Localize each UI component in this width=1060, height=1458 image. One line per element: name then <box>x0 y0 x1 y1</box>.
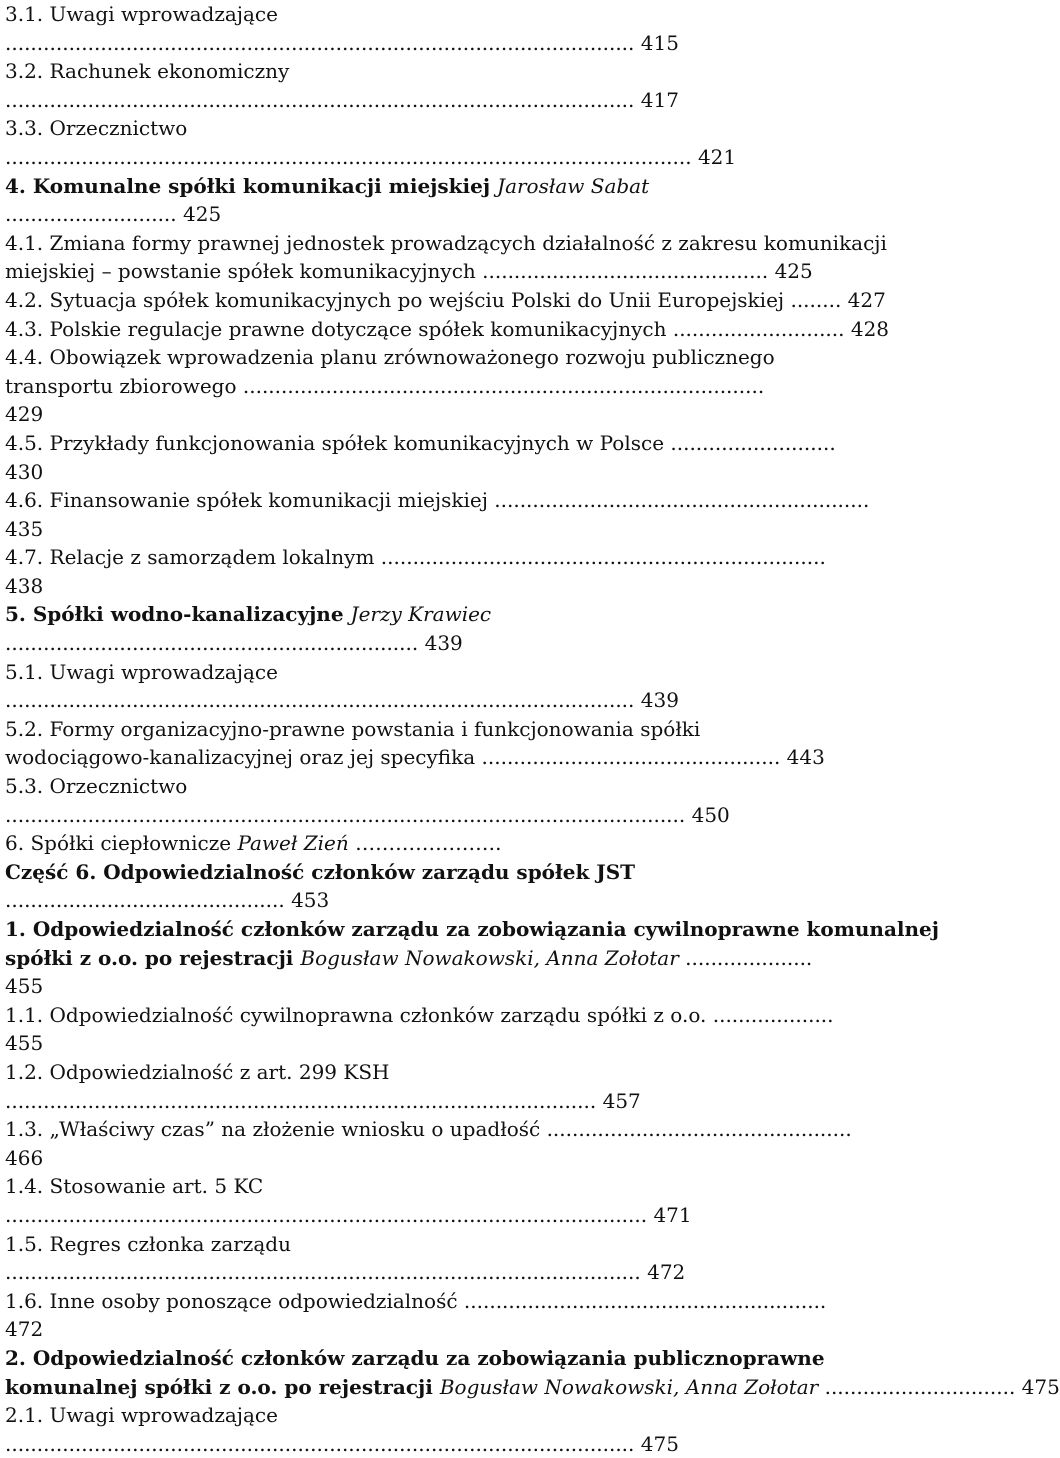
toc-chapter-5: 5. Spółki wodno-kanalizacyjne Jerzy Krawiec <box>5 602 492 627</box>
toc-page-leader: ........................... 425 <box>5 202 222 227</box>
toc-leader-dots: .................... <box>678 945 813 970</box>
toc-page-leader: ........................................................................................................... 450 <box>5 802 730 827</box>
toc-entry-3-2: 3.2. Rachunek ekonomiczny <box>5 59 290 84</box>
author-name: Paweł Zień <box>237 831 349 856</box>
toc-section-1-cont: spółki z o.o. po rejestracji Bogusław Nowakowski, Anna Zołotar .................... <box>5 945 813 970</box>
toc-entry-4-4-cont: transportu zbiorowego .................................................................................. <box>5 373 765 398</box>
author-name: Bogusław Nowakowski, Anna Zołotar <box>300 945 679 970</box>
toc-page-number: 438 <box>5 573 44 598</box>
toc-entry-5-1: 5.1. Uwagi wprowadzające <box>5 659 278 684</box>
toc-entry-2-1: 2.1. Uwagi wprowadzające <box>5 1403 278 1428</box>
toc-entry-4-4: 4.4. Obowiązek wprowadzenia planu zrównoważonego rozwoju publicznego <box>5 345 775 370</box>
toc-entry-4-6: 4.6. Finansowanie spółek komunikacji miejskiej ........................................................... <box>5 488 870 513</box>
toc-page-leader: ................................................................................................... 417 <box>5 87 679 112</box>
toc-entry-1-6: 1.6. Inne osoby ponoszące odpowiedzialność ......................................................... <box>5 1288 827 1313</box>
author-name: Bogusław Nowakowski, Anna Zołotar <box>439 1374 819 1399</box>
toc-leader-dots: …………………. <box>348 831 502 856</box>
toc-entry-1-1: 1.1. Odpowiedzialność cywilnoprawna członków zarządu spółki z o.o. ................... <box>5 1002 834 1027</box>
toc-chapter-4: 4. Komunalne spółki komunikacji miejskiej Jarosław Sabat <box>5 173 650 198</box>
table-of-contents <box>5 0 1060 1458</box>
toc-page-number: 430 <box>5 459 44 484</box>
toc-entry-1-5: 1.5. Regres członka zarządu <box>5 1231 291 1256</box>
toc-page-leader: ................................................................................................... 475 <box>5 1431 679 1456</box>
toc-entry-4-3: 4.3. Polskie regulacje prawne dotyczące spółek komunikacyjnych ........................... 428 <box>5 316 890 341</box>
toc-entry-3-3: 3.3. Orzecznictwo <box>5 116 188 141</box>
toc-page-leader: ................................................................................................... 439 <box>5 688 679 713</box>
toc-entry-4-1-cont: miejskiej – powstanie spółek komunikacyjnych ............................................. 425 <box>5 259 813 284</box>
toc-entry-3-1: 3.1. Uwagi wprowadzające <box>5 2 278 26</box>
toc-section-2: 2. Odpowiedzialność członków zarządu za zobowiązania publicznoprawne <box>5 1345 825 1370</box>
toc-entry-1-4: 1.4. Stosowanie art. 5 KC <box>5 1174 264 1199</box>
toc-entry-4-1: 4.1. Zmiana formy prawnej jednostek prowadzących działalność z zakresu komunikacji <box>5 230 887 255</box>
toc-page-number: 429 <box>5 402 44 427</box>
toc-page-number: 455 <box>5 1031 44 1056</box>
toc-entry-5-2-cont: wodociągowo-kanalizacyjnej oraz jej specyfika ............................................... 443 <box>5 745 825 770</box>
toc-page-number: 455 <box>5 974 44 999</box>
toc-entry-4-5: 4.5. Przykłady funkcjonowania spółek komunikacyjnych w Polsce .......................... <box>5 430 836 455</box>
toc-entry-4-7: 4.7. Relacje z samorządem lokalnym ...................................................................... <box>5 545 826 570</box>
author-name: Jerzy Krawiec <box>350 602 492 627</box>
toc-page-leader: ................................................................. 439 <box>5 631 463 656</box>
toc-page-leader: ............................................................................................. 457 <box>5 1088 641 1113</box>
author-name: Jarosław Sabat <box>497 173 650 198</box>
toc-page-leader: .................................................................................................... 472 <box>5 1260 686 1285</box>
toc-entry-4-2: 4.2. Sytuacja spółek komunikacyjnych po wejściu Polski do Unii Europejskiej ........ 427 <box>5 287 886 312</box>
toc-entry-5-2: 5.2. Formy organizacyjno-prawne powstania i funkcjonowania spółki <box>5 716 701 741</box>
toc-page-leader: ................................................................................................... 415 <box>5 30 679 55</box>
toc-page-leader: ..................................................................................................... 471 <box>5 1202 692 1227</box>
toc-entry-1-2: 1.2. Odpowiedzialność z art. 299 KSH <box>5 1059 390 1084</box>
toc-page-leader: ............................................ 453 <box>5 888 330 913</box>
toc-section-1: 1. Odpowiedzialność członków zarządu za zobowiązania cywilnoprawne komunalnej <box>5 917 940 941</box>
toc-section-2-cont: komunalnej spółki z o.o. po rejestracji Bogusław Nowakowski, Anna Zołotar .............................. 475 <box>5 1374 1060 1399</box>
toc-entry-1-3: 1.3. „Właściwy czas” na złożenie wniosku o upadłość ................................................ <box>5 1117 852 1142</box>
toc-page-number: 466 <box>5 1145 44 1170</box>
toc-leader-dots: .............................. 475 <box>818 1374 1060 1399</box>
toc-part-6: Część 6. Odpowiedzialność członków zarządu spółek JST <box>5 859 636 884</box>
toc-page-number: 435 <box>5 516 44 541</box>
toc-chapter-6: 6. Spółki ciepłownicze Paweł Zień …………………. <box>5 831 502 856</box>
toc-entry-5-3: 5.3. Orzecznictwo <box>5 774 188 799</box>
toc-page-number: 472 <box>5 1317 44 1342</box>
toc-page-leader: ............................................................................................................ 421 <box>5 144 737 169</box>
